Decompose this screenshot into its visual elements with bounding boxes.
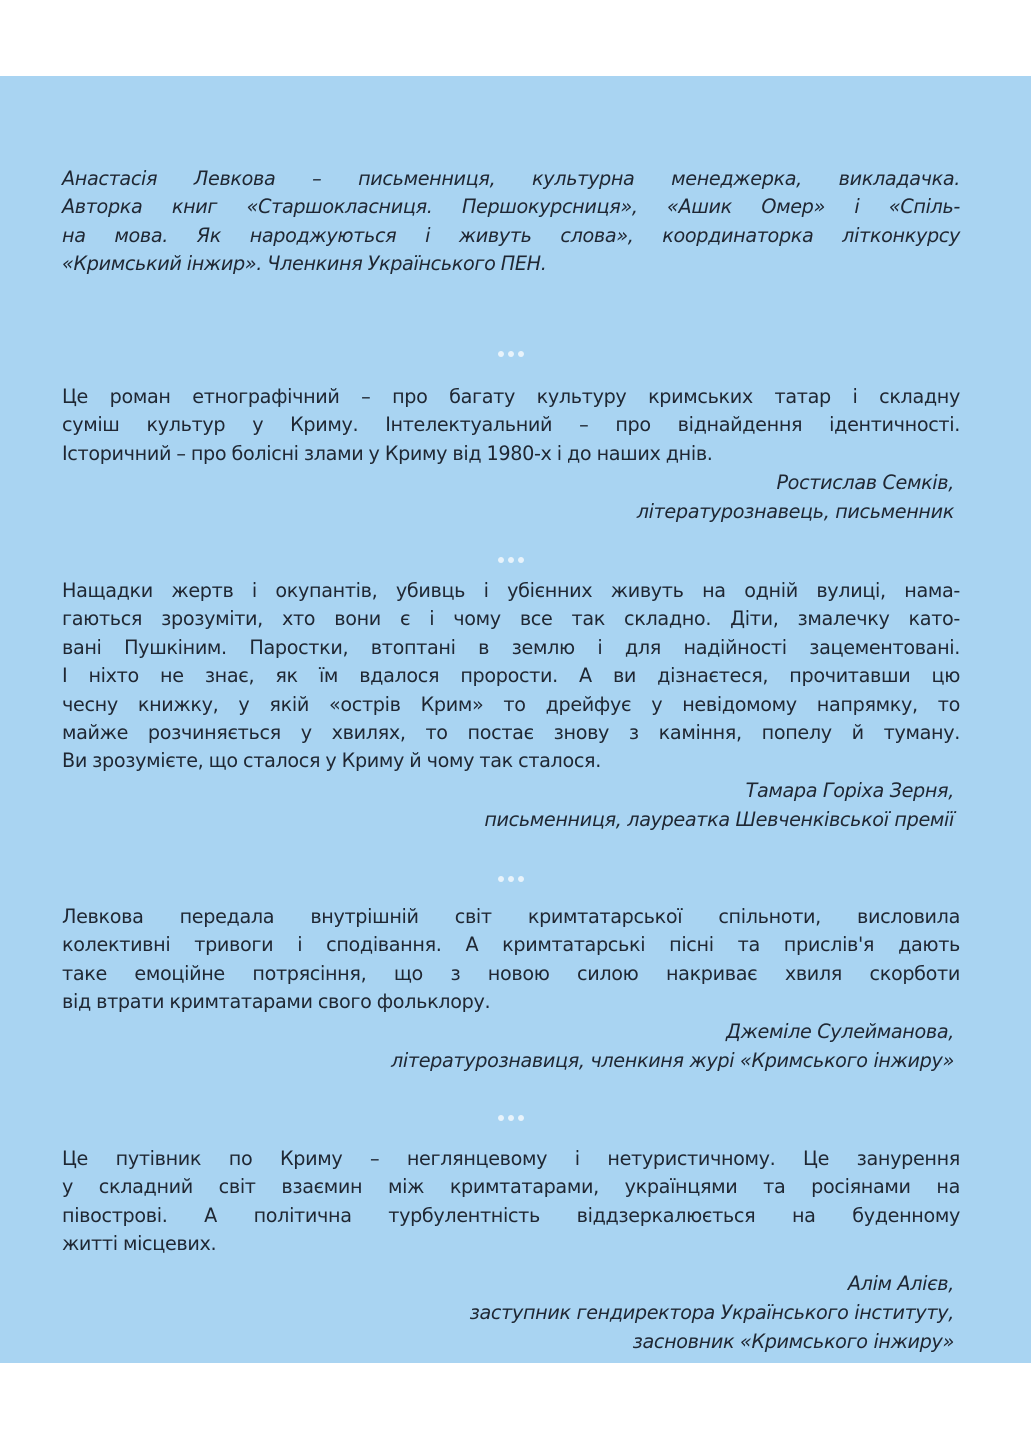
bio-line: Авторка книг «Старшокласниця. Першокурсниця», «Ашик Омер» і «Спіль-	[62, 195, 960, 219]
review-line: Левкова передала внутрішній світ кримтатарської спільноти, висловила	[62, 905, 960, 928]
review-author-role: заступник гендиректора Українського інституту,	[469, 1300, 954, 1324]
review-author: Ростислав Семків,	[776, 471, 954, 495]
separator-dot	[498, 1115, 504, 1121]
separator-dot	[518, 351, 524, 357]
separator-dot	[518, 1115, 524, 1121]
review-zernia	[62, 577, 960, 834]
bio-line: на мова. Як народжуються і живуть слова», координаторка літконкурсу	[62, 223, 960, 247]
bio-line: Анастасія Левкова – письменниця, культурна менеджерка, викладачка.	[62, 167, 960, 190]
review-author: Джеміле Сулейманова,	[725, 1019, 954, 1043]
review-text	[62, 383, 960, 468]
review-author: Алім Алієв,	[847, 1271, 954, 1295]
review-line: Історичний – про болісні злами у Криму від 1980-х і до наших днів.	[62, 441, 713, 465]
review-line: чесну книжку, у якій «острів Крим» то дрейфує у невідомому напрямку, то	[62, 692, 960, 716]
review-author: Тамара Горіха Зерня,	[745, 778, 954, 802]
separator-dot	[498, 351, 504, 357]
separator-dot	[508, 876, 514, 882]
review-line: Нащадки жертв і окупантів, убивць і убієнних живуть на одній вулиці, нама-	[62, 579, 960, 602]
review-suleimanova	[62, 903, 960, 1075]
three-dots-separator-icon	[62, 1111, 960, 1125]
review-line: Ви зрозумієте, що сталося у Криму й чому так сталося.	[62, 749, 601, 773]
review-line: суміш культур у Криму. Інтелектуальний – про віднайдення ідентичності.	[62, 413, 960, 437]
separator-dot	[508, 351, 514, 357]
three-dots-separator-icon	[62, 347, 960, 361]
separator-dot	[508, 1115, 514, 1121]
bio-line: «Кримський інжир». Членкиня Українського ПЕН.	[62, 252, 547, 276]
review-line: у складний світ взаємин між кримтатарами, українцями та росіянами на	[62, 1175, 960, 1199]
review-line: вані Пушкіним. Паростки, втоптані в землю і для надійності зацементовані.	[62, 635, 960, 659]
separator-dot	[518, 557, 524, 563]
review-text	[62, 903, 960, 1017]
review-author-role: засновник «Кримського інжиру»	[632, 1329, 954, 1353]
review-line: І ніхто не знає, як їм вдалося прорости. А ви дізнаєтеся, прочитавши цю	[62, 664, 960, 688]
review-text	[62, 1145, 960, 1259]
author-bio	[62, 165, 960, 279]
three-dots-separator-icon	[62, 553, 960, 567]
author-bio-text	[62, 165, 960, 279]
review-aliev	[62, 1145, 960, 1356]
review-author-role: літературознавиця, членкиня журі «Кримського інжиру»	[391, 1048, 954, 1072]
review-line: гаються зрозуміти, хто вони є і чому все так складно. Діти, змалечку като-	[62, 607, 960, 631]
review-line: Це путівник по Криму – неглянцевому і нетуристичному. Це занурення	[62, 1147, 960, 1170]
separator-dot	[508, 557, 514, 563]
separator-dot	[498, 557, 504, 563]
review-text	[62, 577, 960, 776]
separator-dot	[518, 876, 524, 882]
review-line: від втрати кримтатарами свого фольклору.	[62, 990, 491, 1014]
back-cover-page	[0, 76, 1031, 1363]
review-author-role: письменниця, лауреатка Шевченківської премії	[484, 807, 954, 831]
review-line: колективні тривоги і сподівання. А кримтатарські пісні та прислів'я дають	[62, 933, 960, 957]
review-line: майже розчиняється у хвилях, то постає знову з каміння, попелу й туману.	[62, 721, 960, 745]
review-line: житті місцевих.	[62, 1232, 217, 1256]
review-semkiv	[62, 383, 960, 526]
review-line: півострові. А політична турбулентність віддзеркалюється на буденному	[62, 1203, 960, 1227]
separator-dot	[498, 876, 504, 882]
review-line: таке емоційне потрясіння, що з новою силою накриває хвиля скорботи	[62, 961, 960, 985]
review-author-role: літературознавець, письменник	[636, 500, 954, 524]
three-dots-separator-icon	[62, 872, 960, 886]
review-line: Це роман етнографічний – про багату культуру кримських татар і складну	[62, 385, 960, 408]
